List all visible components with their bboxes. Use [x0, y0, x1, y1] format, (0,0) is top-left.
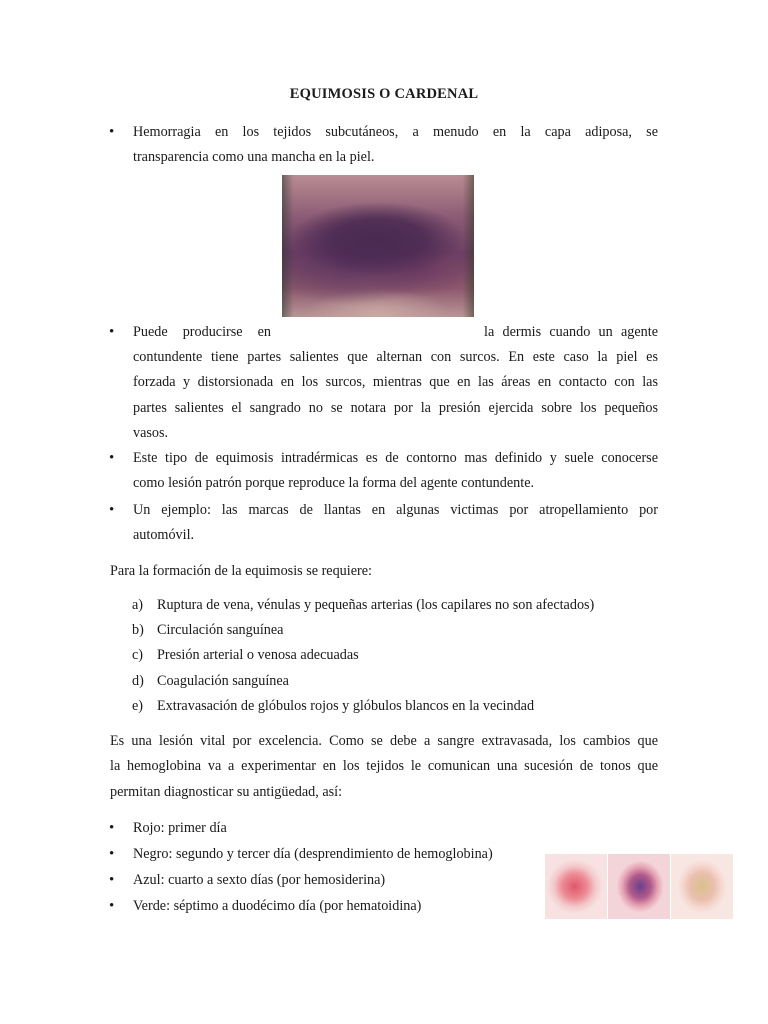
- list-marker: b): [132, 622, 144, 638]
- bullet-marker: •: [109, 124, 115, 140]
- list-marker: a): [132, 597, 144, 613]
- page-title: EQUIMOSIS O CARDENAL: [289, 86, 479, 102]
- bullet-1-start: Puede producirse en: [133, 324, 271, 340]
- bullet-marker: •: [109, 820, 115, 836]
- bullet-3-line-2: automóvil.: [133, 527, 195, 543]
- bullet-3-line-1: Un ejemplo: las marcas de llantas en algunas victimas por atropellamiento por: [133, 502, 658, 518]
- color-item-black: Negro: segundo y tercer día (desprendimiento de hemoglobina): [133, 846, 493, 862]
- bullet-marker: •: [109, 898, 115, 914]
- bullet-marker: •: [109, 502, 115, 518]
- intro-line-1: Hemorragia en los tejidos subcutáneos, a menudo en la capa adiposa, se: [133, 124, 658, 140]
- bullet-1-line-2: contundente tiene partes salientes que alternan con surcos. En este caso la piel es: [133, 349, 658, 365]
- bullet-marker: •: [109, 450, 115, 466]
- list-marker: c): [132, 647, 144, 663]
- bullet-1-end: la dermis cuando un agente: [484, 324, 658, 340]
- intro-line-2: transparencia como una mancha en la piel.: [133, 149, 375, 165]
- bullet-1-line-3: forzada y distorsionada en los surcos, mientras que en las áreas en contacto con las: [133, 374, 658, 390]
- bullet-marker: •: [109, 846, 115, 862]
- list-item: Extravasación de glóbulos rojos y glóbulos blancos en la vecindad: [157, 698, 535, 714]
- requirements-intro: Para la formación de la equimosis se requiere:: [110, 563, 372, 579]
- vital-line-2: la hemoglobina va a experimentar en los tejidos le comunican una sucesión de tonos que: [110, 758, 658, 774]
- list-marker: e): [132, 698, 144, 714]
- list-item: Presión arterial o venosa adecuadas: [157, 647, 359, 663]
- list-marker: d): [132, 673, 144, 689]
- bullet-2-line-2: como lesión patrón porque reproduce la forma del agente contundente.: [133, 475, 535, 491]
- bullet-2-line-1: Este tipo de equimosis intradérmicas es de contorno mas definido y suele conocerse: [133, 450, 658, 466]
- bullet-1-line-5: vasos.: [133, 425, 169, 441]
- vital-line-3: permitan diagnosticar su antigüedad, así:: [110, 784, 343, 800]
- bullet-1-line-4: partes salientes el sangrado no se notara por la presión ejercida sobre los pequeños: [133, 400, 658, 416]
- bruise-swatch-yellow: [671, 854, 733, 919]
- color-item-green: Verde: séptimo a duodécimo día (por hematoidina): [133, 898, 422, 914]
- bullet-marker: •: [109, 324, 115, 340]
- color-item-blue: Azul: cuarto a sexto días (por hemosiderina): [133, 872, 386, 888]
- vital-line-1: Es una lesión vital por excelencia. Como se debe a sangre extravasada, los cambios que: [110, 733, 658, 749]
- color-item-red: Rojo: primer día: [133, 820, 227, 836]
- bruise-photo: [282, 175, 474, 317]
- list-item: Coagulación sanguínea: [157, 673, 289, 689]
- bruise-swatch-red: [545, 854, 607, 919]
- bullet-marker: •: [109, 872, 115, 888]
- list-item: Ruptura de vena, vénulas y pequeñas arterias (los capilares no son afectados): [157, 597, 595, 613]
- list-item: Circulación sanguínea: [157, 622, 284, 638]
- bruise-swatch-purple: [608, 854, 670, 919]
